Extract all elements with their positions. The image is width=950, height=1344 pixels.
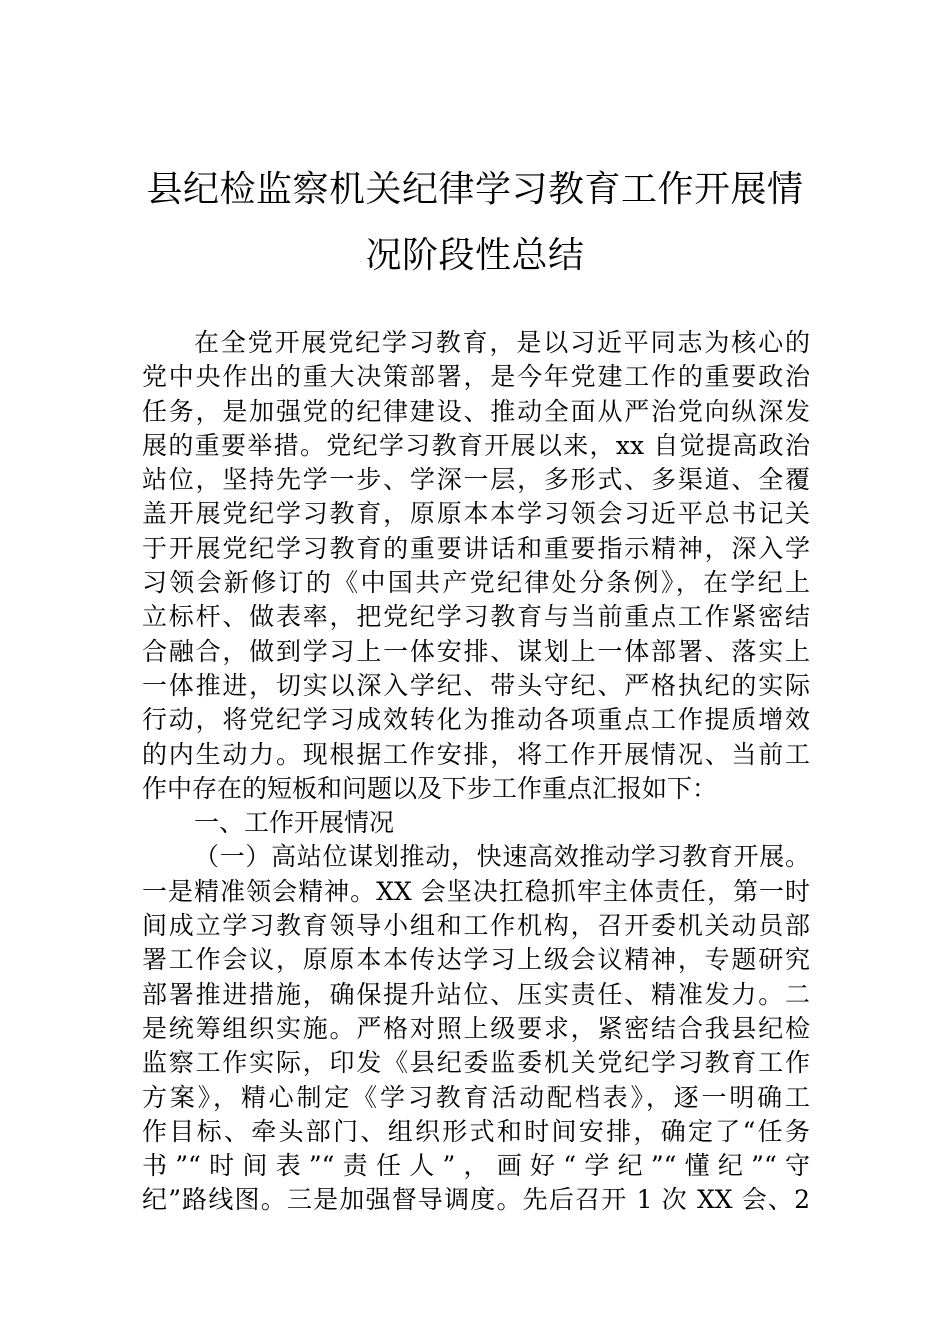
paragraph-1-line: 于开展党纪学习教育的重要讲话和重要指示精神，深入学 <box>142 533 810 563</box>
paragraph-1-line: 行动，将党纪学习成效转化为推动各项重点工作提质增效 <box>142 705 810 735</box>
paragraph-1-line: 立标杆、做表率，把党纪学习教育与当前重点工作紧密结 <box>142 602 810 632</box>
paragraph-1-line: 任务，是加强党的纪律建设、推动全面从严治党向纵深发 <box>142 396 810 426</box>
paragraph-1-line: 展的重要举措。党纪学习教育开展以来，xx 自觉提高政治 <box>142 430 810 460</box>
document-title-line-2: 况阶段性总结 <box>365 235 585 276</box>
paragraph-1-line: 盖开展党纪学习教育，原原本本学习领会习近平总书记关 <box>142 499 810 529</box>
paragraph-2-line: 纪”路线图。三是加强督导调度。先后召开 1 次 XX 会、2 <box>142 1185 810 1215</box>
paragraph-2-line: 方案》，精心制定《学习教育活动配档表》，逐一明确工 <box>142 1082 810 1112</box>
document-body <box>142 326 810 1218</box>
paragraph-2-line: 是统筹组织实施。严格对照上级要求，紧密结合我县纪检 <box>142 1013 810 1043</box>
paragraph-1-line: 站位，坚持先学一步、学深一层，多形式、多渠道、全覆 <box>142 465 810 495</box>
paragraph-1-line: 合融合，做到学习上一体安排、谋划上一体部署、落实上 <box>142 636 810 666</box>
paragraph-2-line: 监察工作实际，印发《县纪委监委机关党纪学习教育工作 <box>142 1048 810 1078</box>
paragraph-1-line: 作中存在的短板和问题以及下步工作重点汇报如下： <box>142 773 718 803</box>
paragraph-1-line: 习领会新修订的《中国共产党纪律处分条例》，在学纪上 <box>142 568 810 598</box>
paragraph-2-line: 间成立学习教育领导小组和工作机构，召开委机关动员部 <box>142 911 810 941</box>
paragraph-2-line: 一是精准领会精神。XX 会坚决扛稳抓牢主体责任，第一时 <box>142 876 810 906</box>
paragraph-2-line: （一）高站位谋划推动，快速高效推动学习教育开展。 <box>194 842 810 872</box>
paragraph-2-line: 书”“时间表”“责任人”，画好“学纪”“懂纪”“守 <box>142 1151 810 1181</box>
paragraph-1-line: 在全党开展党纪学习教育，是以习近平同志为核心的 <box>194 328 810 357</box>
paragraph-2-line: 作目标、牵头部门、组织形式和时间安排，确定了“任务 <box>142 1116 810 1146</box>
paragraph-2-line: 部署推进措施，确保提升站位、压实责任、精准发力。二 <box>142 979 810 1009</box>
paragraph-1-line: 的内生动力。现根据工作安排，将工作开展情况、当前工 <box>142 739 810 769</box>
paragraph-1-line: 一体推进，切实以深入学纪、带头守纪、严格执纪的实际 <box>142 670 810 700</box>
paragraph-1-line: 党中央作出的重大决策部署，是今年党建工作的重要政治 <box>142 362 810 392</box>
section-heading-1: 一、工作开展情况 <box>194 808 395 838</box>
paragraph-2-line: 署工作会议，原原本本传达学习上级会议精神，专题研究 <box>142 945 810 975</box>
document-title-line-1: 县纪检监察机关纪律学习教育工作开展情 <box>146 169 804 210</box>
